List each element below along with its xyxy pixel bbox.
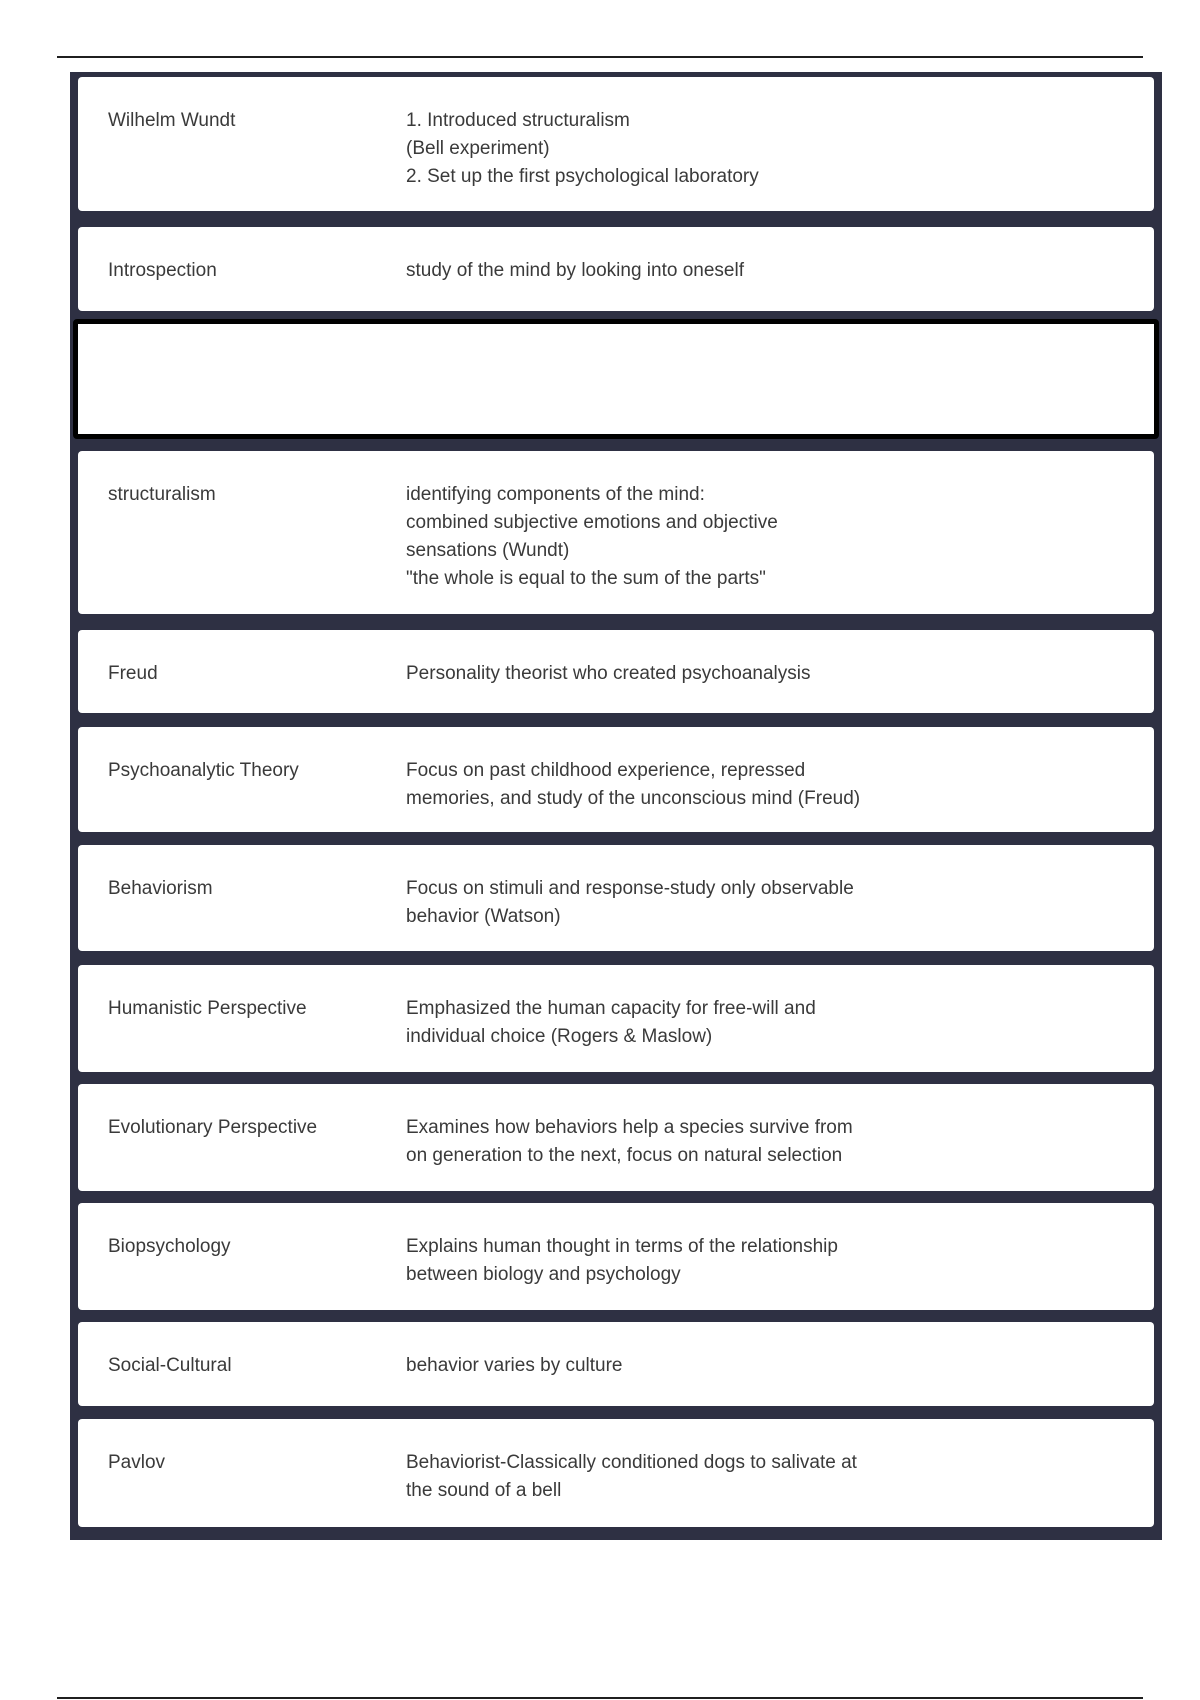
- card-definition: [406, 995, 926, 1051]
- flashcard-introspection: [78, 227, 1154, 311]
- card-term: Pavlov: [108, 1452, 166, 1473]
- card-definition: [406, 1352, 926, 1380]
- flashcard-freud: [78, 630, 1154, 713]
- card-definition: [406, 660, 926, 688]
- card-term: Behaviorism: [108, 878, 213, 899]
- definition-line: study of the mind by looking into oneself: [406, 260, 744, 281]
- card-term: Biopsychology: [108, 1236, 231, 1257]
- card-term: Psychoanalytic Theory: [108, 760, 299, 781]
- card-definition: [406, 107, 926, 191]
- definition-line: combined subjective emotions and objective: [406, 512, 778, 533]
- card-definition: [406, 481, 926, 593]
- definition-line: the sound of a bell: [406, 1480, 562, 1501]
- card-definition: [406, 257, 926, 285]
- definition-line: (Bell experiment): [406, 138, 550, 159]
- flashcard-structuralism: [78, 451, 1154, 614]
- definition-line: individual choice (Rogers & Maslow): [406, 1026, 713, 1047]
- definition-line: Personality theorist who created psychoanalysis: [406, 663, 811, 684]
- bottom-rule: [57, 1697, 1143, 1699]
- card-definition: [406, 1449, 926, 1505]
- card-term: Introspection: [108, 260, 217, 281]
- card-definition: [406, 1114, 926, 1170]
- card-term: Evolutionary Perspective: [108, 1117, 318, 1138]
- definition-line: "the whole is equal to the sum of the parts": [406, 568, 766, 589]
- definition-line: Explains human thought in terms of the relationship: [406, 1236, 838, 1257]
- flashcard-wilhelm-wundt: [78, 77, 1154, 211]
- definition-line: on generation to the next, focus on natural selection: [406, 1145, 843, 1166]
- flashcard-biopsychology: [78, 1203, 1154, 1310]
- definition-line: behavior (Watson): [406, 906, 561, 927]
- definition-line: behavior varies by culture: [406, 1355, 623, 1376]
- flashcard-blank: [73, 319, 1159, 439]
- definition-line: 2. Set up the first psychological laboratory: [406, 166, 759, 187]
- card-term: Social-Cultural: [108, 1355, 232, 1376]
- definition-line: memories, and study of the unconscious mind (Freud): [406, 788, 861, 809]
- definition-line: Behaviorist-Classically conditioned dogs to salivate at: [406, 1452, 857, 1473]
- card-definition: [406, 757, 926, 813]
- flashcard-sheet: [70, 72, 1162, 1540]
- card-definition: [406, 875, 926, 931]
- definition-line: 1. Introduced structuralism: [406, 110, 630, 131]
- card-term: structuralism: [108, 484, 216, 505]
- card-term: Humanistic Perspective: [108, 998, 307, 1019]
- definition-line: identifying components of the mind:: [406, 484, 705, 505]
- definition-line: Focus on past childhood experience, repressed: [406, 760, 806, 781]
- card-term: Freud: [108, 663, 158, 684]
- flashcard-social-cultural: [78, 1322, 1154, 1406]
- flashcard-behaviorism: [78, 845, 1154, 951]
- flashcard-humanistic-perspective: [78, 965, 1154, 1072]
- card-term: Wilhelm Wundt: [108, 110, 236, 131]
- definition-line: Focus on stimuli and response-study only observable: [406, 878, 854, 899]
- flashcard-evolutionary-perspective: [78, 1084, 1154, 1191]
- definition-line: between biology and psychology: [406, 1264, 681, 1285]
- flashcard-pavlov: [78, 1419, 1154, 1527]
- definition-line: Emphasized the human capacity for free-will and: [406, 998, 816, 1019]
- card-definition: [406, 1233, 926, 1289]
- definition-line: sensations (Wundt): [406, 540, 570, 561]
- definition-line: Examines how behaviors help a species survive from: [406, 1117, 853, 1138]
- flashcard-psychoanalytic-theory: [78, 727, 1154, 832]
- top-rule: [57, 56, 1143, 58]
